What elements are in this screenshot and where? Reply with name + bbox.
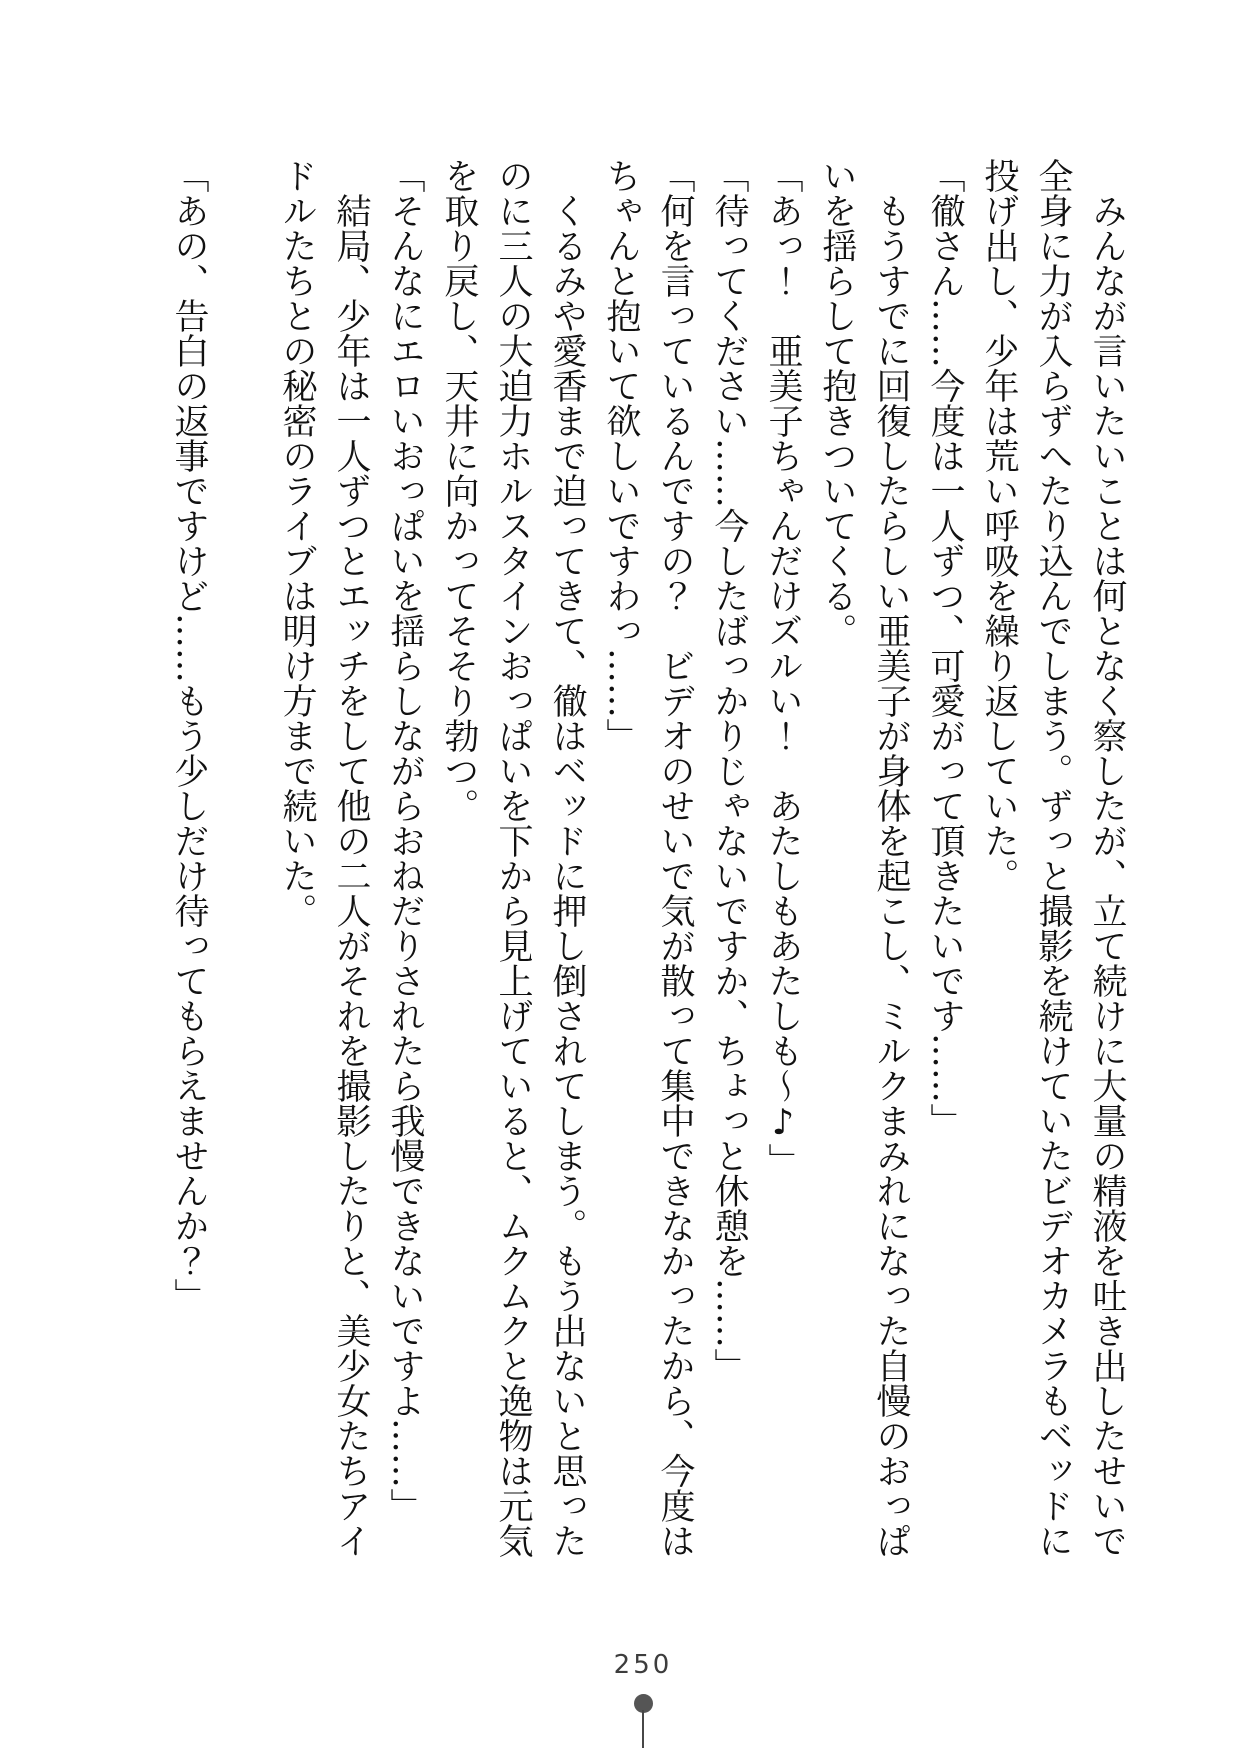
narrative-paragraph: みんなが言いたいことは何となく察したが、立て続けに大量の精液を吐き出したせいで全身に力が入らずへたり込んでしまう。ずっと撮影を続けていたビデオカメラもベッドに投げ出し、少年は荒い呼吸を繰り返していた。 [979, 158, 1127, 1558]
page-marker-line [642, 1710, 644, 1748]
narrative-paragraph: もうすでに回復したらしい亜美子が身体を起こし、ミルクまみれになった自慢のおっぱいを揺らして抱きついてくる。 [817, 158, 911, 1558]
dialogue-paragraph: 「待ってください……今したばっかりじゃないですか、ちょっと休憩を……」 [709, 158, 749, 1383]
page-number: 250 [613, 1650, 673, 1680]
blank-line [216, 158, 270, 1558]
dialogue-paragraph: 「あっ！ 亜美子ちゃんだけズルい！ あたしもあたしも〜♪」 [763, 158, 803, 1178]
dialogue-paragraph: 「あの、告白の返事ですけど……もう少しだけ待ってもらえませんか？」 [169, 158, 209, 1313]
narrative-paragraph: くるみや愛香まで迫ってきて、徹はベッドに押し倒されてしまう。もう出ないと思ったのに三人の大迫力ホルスタインおっぱいを下から見上げていると、ムクムクと逸物は元気を取り戻し、天井に向かってそそり勃つ。 [439, 158, 587, 1558]
dialogue-paragraph: 「徹さん……今度は一人ずつ、可愛がって頂きたいです……」 [925, 158, 965, 1138]
dialogue-paragraph: 「そんなにエロいおっぱいを揺らしながらおねだりされたら我慢できないですよ……」 [385, 158, 425, 1523]
narrative-paragraph: 結局、少年は一人ずつとエッチをして他の二人がそれを撮影したりと、美少女たちアイドルたちとの秘密のライブは明け方まで続いた。 [277, 158, 371, 1558]
vertical-text-area [162, 158, 1134, 1558]
dialogue-paragraph: 「何を言っているんですの？ ビデオのせいで気が散って集中できなかったから、今度はちゃんと抱いて欲しいですわっ……」 [601, 158, 695, 1558]
